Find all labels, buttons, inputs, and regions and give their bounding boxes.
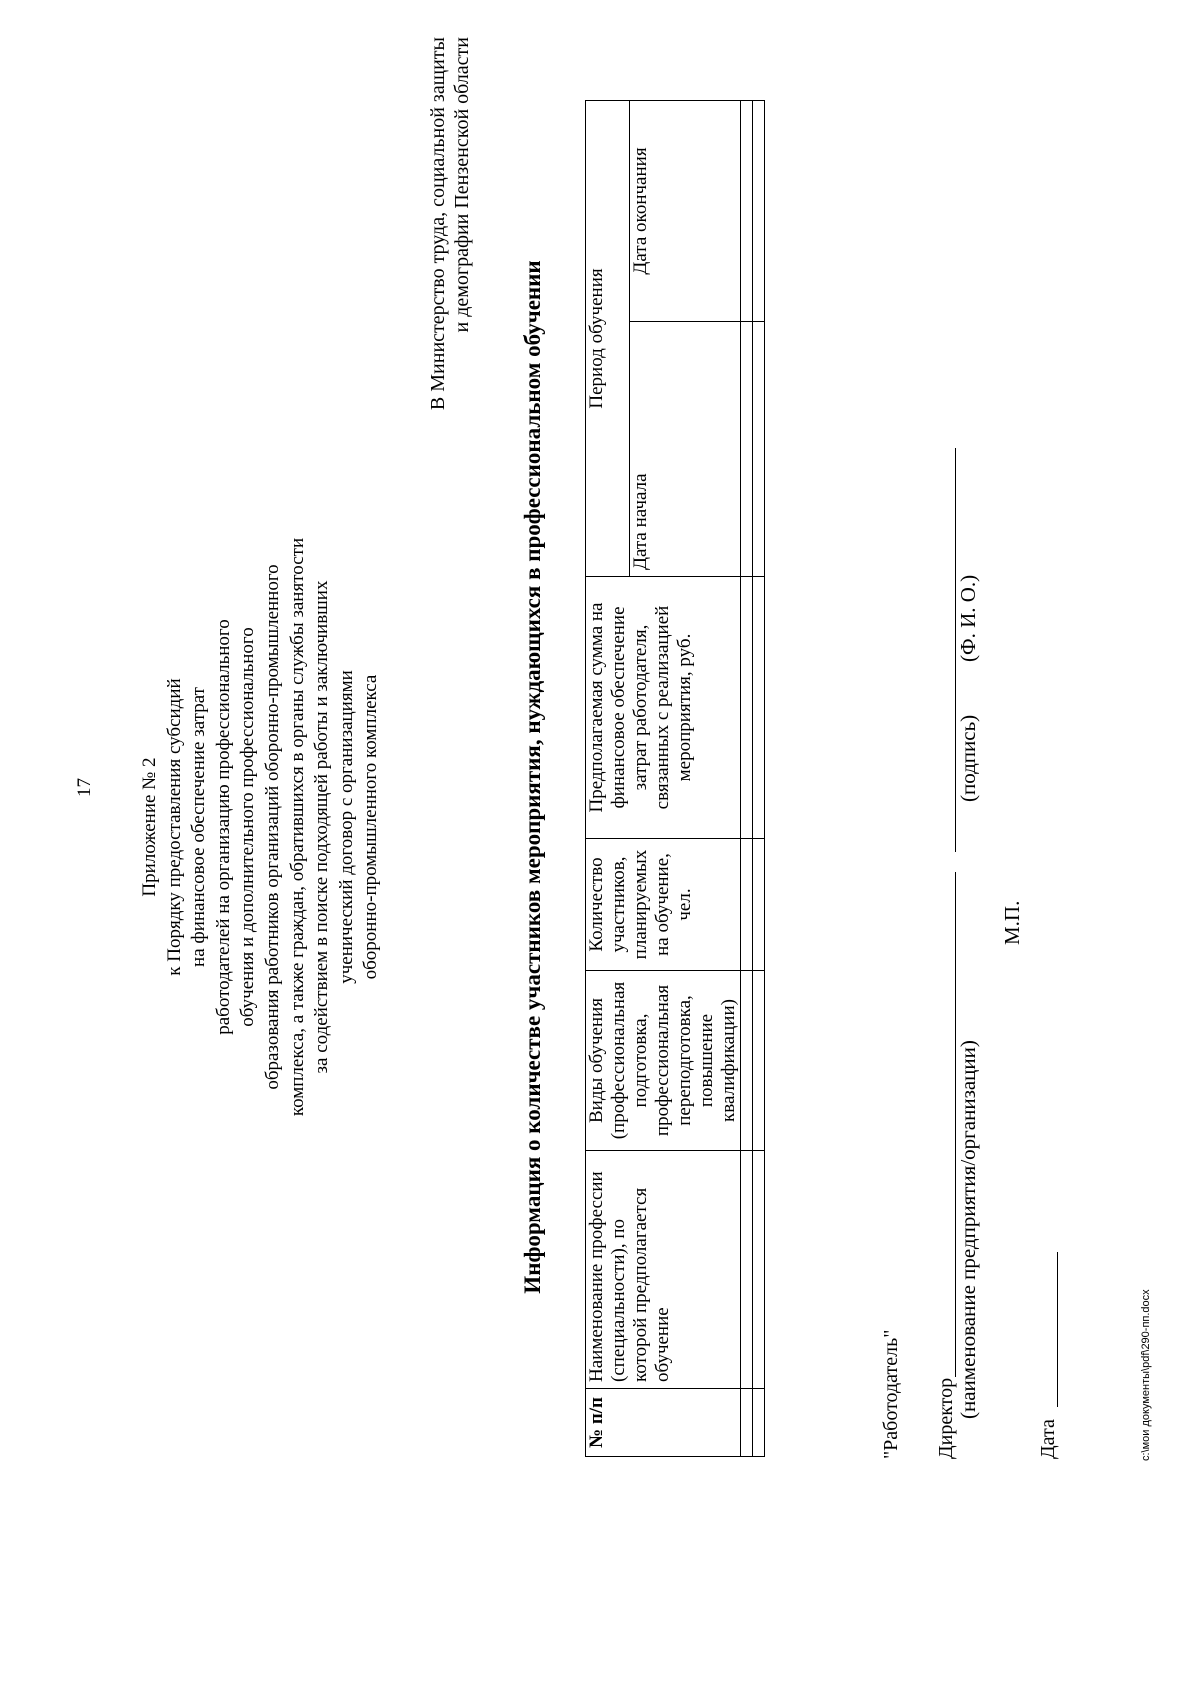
employer-label: "Работодатель" [880,1329,902,1459]
appendix-line: на финансовое обеспечение затрат [188,687,210,967]
document-title: Информация о количестве участников мероприятия, нуждающихся в профессиональном обучении [520,260,545,1294]
table-cell [753,1389,765,1457]
appendix-header [138,377,384,1277]
header-end-date: Дата окончания [630,100,741,321]
header-num: № п/п [586,1389,741,1457]
page-number: 17 [74,778,95,797]
header-participants: Количество участников, планируемых на обучение, чел. [586,839,741,971]
file-path-footer: c:\мои документы\pdf\290-пп.docx [1140,1289,1152,1461]
table-cell [753,971,765,1151]
director-label: Директор [935,1377,957,1459]
header-start-date: Дата начала [630,322,741,577]
table-cell [741,322,753,577]
table-cell [753,1151,765,1389]
appendix-line: комплекса, а также граждан, обратившихся в органы службы занятости [286,537,308,1117]
appendix-line: образования работников организаций оборонно-промышленного [261,564,283,1090]
organization-caption: (наименование предприятия/организации) [956,1040,980,1419]
table-cell [741,1151,753,1389]
participants-table [585,100,765,1457]
table-row [753,100,765,1456]
table-cell [753,322,765,577]
table-cell [741,971,753,1151]
header-training-types: Виды обучения (профессиональная подготовка, профессиональная переподготовка, повышение квалификации) [586,971,741,1151]
appendix-line: ученический договор с организациями [335,670,357,984]
table-cell [753,839,765,971]
stamp-placeholder: М.П. [1000,900,1024,945]
table-cell [741,839,753,971]
addressee [426,37,474,667]
table-cell [741,1389,753,1457]
header-profession: Наименование профессии (специальности), по которой предполагается обучение [586,1151,741,1389]
addressee-line: и демографии Пензенской области [451,37,473,333]
appendix-line: работодателей на организацию профессионального [212,619,234,1035]
table-row [741,100,753,1456]
table-header-row [586,100,630,1456]
header-amount: Предполагаемая сумма на финансовое обеспечение затрат работодателя, связанных с реализацией мероприятия, руб. [586,577,741,839]
table-cell [753,577,765,839]
date-line [1057,1252,1058,1407]
header-period: Период обучения [586,100,630,576]
table-cell [741,577,753,839]
appendix-line: к Порядку предоставления субсидий [163,678,185,976]
appendix-line: за содействием в поиске подходящей работы и заключивших [311,580,333,1074]
table-cell [741,100,753,321]
appendix-line: оборонно-промышленного комплекса [360,674,382,980]
table-cell [753,100,765,321]
addressee-line: В Министерство труда, социальной защиты [427,37,449,411]
full-name-caption: (Ф. И. О.) [956,574,980,662]
appendix-line: обучения и дополнительного профессионального [237,627,259,1027]
signature-caption: (подпись) [956,714,980,802]
date-label: Дата [1037,1419,1059,1459]
appendix-line: Приложение № 2 [139,757,160,897]
